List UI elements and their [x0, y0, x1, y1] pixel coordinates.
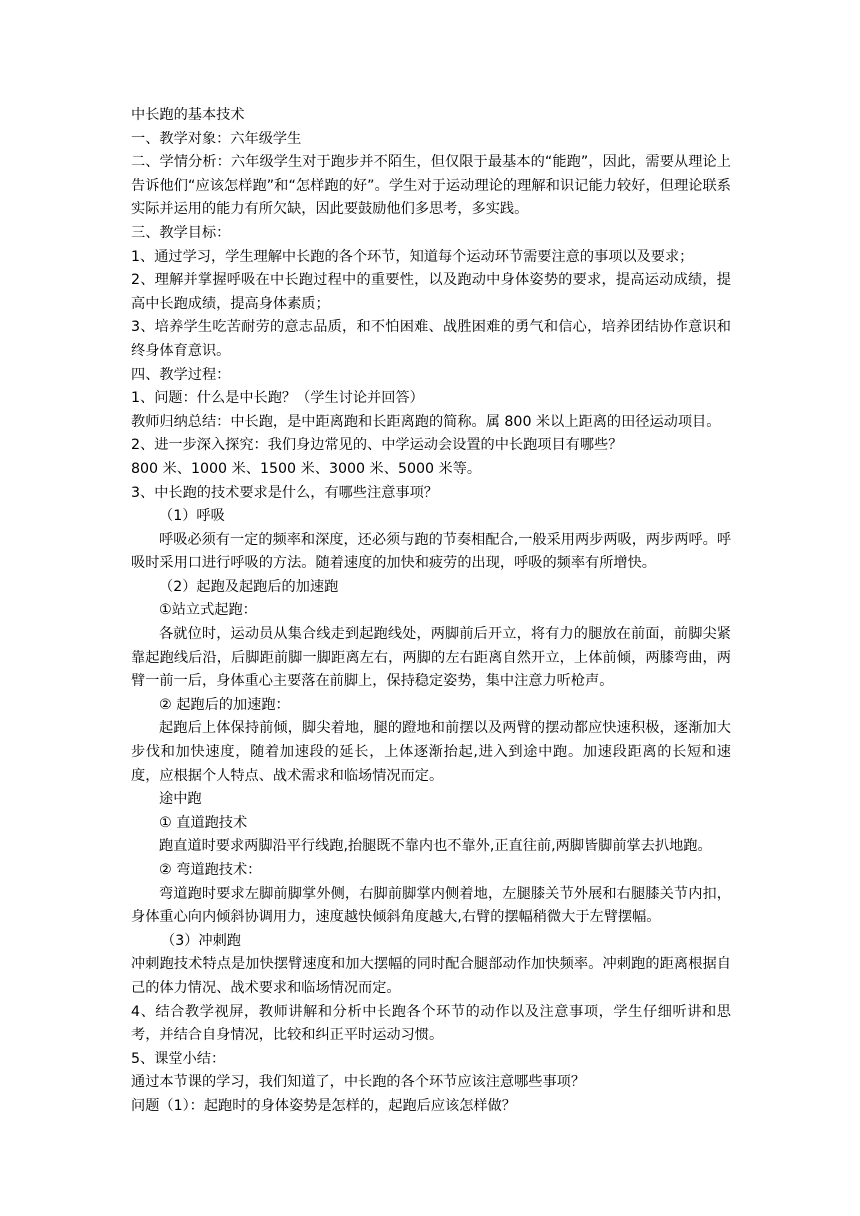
process-step: 2、进一步深入探究：我们身边常见的、中学运动会设置的中长跑项目有哪些？ [131, 437, 623, 454]
subheading-midway: 途中跑 [159, 791, 202, 808]
document-title: 中长跑的基本技术 [131, 107, 245, 123]
process-step: 5、课堂小结： [131, 1050, 226, 1067]
paragraph-straight: 跑直道时要求两脚沿平行线跑,抬腿既不靠内也不靠外,正直往前,两脚皆脚前掌去扒地跑。 [159, 838, 712, 855]
subheading-acceleration: ② 起跑后的加速跑： [159, 696, 290, 713]
summary-intro: 通过本节课的学习，我们知道了，中长跑的各个环节应该注意哪些事项？ [131, 1074, 586, 1091]
section-teaching-goals-heading: 三、教学目标： [131, 224, 231, 241]
goal-item: 2、理解并掌握呼吸在中长跑过程中的重要性，以及跑动中身体姿势的要求，提高运动成绩，提高中长跑成绩，提高身体素质； [131, 272, 731, 312]
subheading-straight: ① 直道跑技术 [159, 814, 248, 831]
goal-item: 1、通过学习，学生理解中长跑的各个环节，知道每个运动环节需要注意的事项以及要求； [131, 248, 694, 265]
goal-item: 3、培养学生吃苦耐劳的意志品质，和不怕困难、战胜困难的勇气和信心，培养团结协作意识和终身体育意识。 [131, 319, 731, 359]
document-body [131, 104, 731, 1119]
section-student-analysis: 二、学情分析：六年级学生对于跑步并不陌生，但仅限于最基本的“能跑”，因此，需要从理论上告诉他们“应该怎样跑”和“怎样跑的好”。学生对于运动理论的理解和识记能力较好，但理论联系实际并运用的能力有所欠缺，因此要鼓励他们多思考，多实践。 [131, 154, 731, 218]
paragraph-standing-start: 各就位时，运动员从集合线走到起跑线处，两脚前后开立，将有力的腿放在前面，前脚尖紧靠起跑线后沿，后脚距前脚一脚距离左右，两脚的左右距离自然开立，上体前倾，两膝弯曲，两臂一前一后，身体重心主要落在前脚上，保持稳定姿势，集中注意力听枪声。 [131, 626, 731, 690]
process-step: 4、结合教学视屏，教师讲解和分析中长跑各个环节的动作以及注意事项，学生仔细听讲和思考，并结合自身情况，比较和纠正平时运动习惯。 [131, 1003, 731, 1044]
subheading-standing-start: ①站立式起跑： [159, 602, 257, 619]
process-step: 3、中长跑的技术要求是什么，有哪些注意事项？ [131, 484, 438, 501]
section-teaching-process-heading: 四、教学过程： [131, 366, 231, 383]
subheading-sprint: （3）冲刺跑 [161, 932, 241, 949]
summary-question: 问题（1）：起跑时的身体姿势是怎样的，起跑后应该怎样做？ [131, 1097, 516, 1114]
paragraph-breathing: 呼吸必须有一定的频率和深度，还必须与跑的节奏相配合,一般采用两步两吸，两步两呼。呼吸时采用口进行呼吸的方法。随着速度的加快和疲劳的出现，呼吸的频率有所增快。 [131, 531, 732, 572]
process-step: 1、问题：什么是中长跑？（学生讨论并回答） [131, 390, 424, 407]
paragraph-sprint: 冲刺跑技术特点是加快摆臂速度和加大摆幅的同时配合腿部动作加快频率。冲刺跑的距离根据自己的体力情况、战术要求和临场情况而定。 [131, 956, 731, 996]
paragraph-curve: 弯道跑时要求左脚前脚掌外侧，右脚前脚掌内侧着地，左腿膝关节外展和右腿膝关节内扣，身体重心向内倾斜协调用力，速度越快倾斜角度越大,右臂的摆幅稍微大于左臂摆幅。 [131, 885, 731, 926]
process-step-answer: 800 米、1000 米、1500 米、3000 米、5000 米等。 [131, 460, 482, 477]
subheading-start: （2）起跑及起跑后的加速跑 [159, 578, 339, 595]
subheading-breathing: （1）呼吸 [159, 508, 225, 525]
paragraph-acceleration: 起跑后上体保持前倾，脚尖着地，腿的蹬地和前摆以及两臂的摆动都应快速积极，逐渐加大步伐和加快速度，随着加速段的延长，上体逐渐抬起,进入到途中跑。加速段距离的长短和速度，应根据个人特点、战术需求和临场情况而定。 [131, 720, 731, 784]
section-teaching-target: 一、教学对象：六年级学生 [131, 130, 302, 147]
subheading-curve: ② 弯道跑技术： [159, 862, 262, 878]
process-step-summary: 教师归纳总结：中长跑，是中距离跑和长距离跑的简称。属 800 米以上距离的田径运动项目。 [131, 413, 721, 430]
